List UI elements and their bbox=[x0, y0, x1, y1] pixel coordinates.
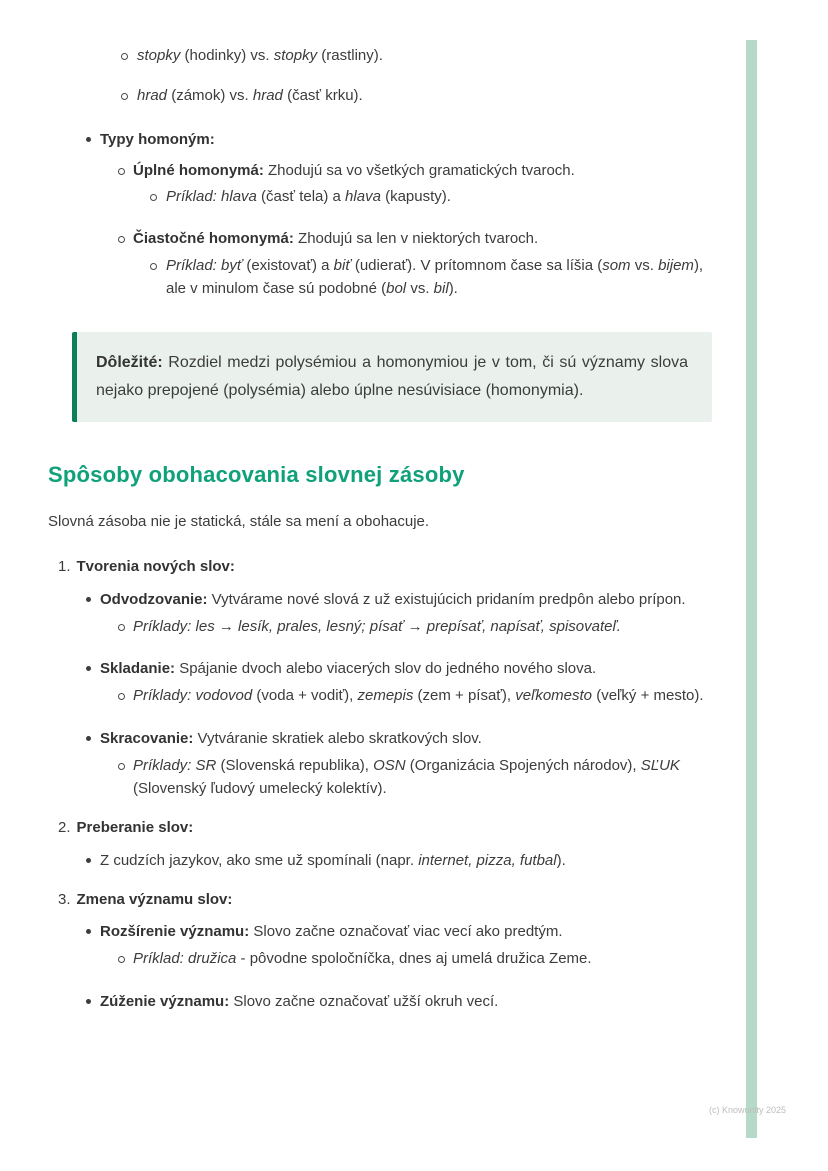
numbered-item-bullets bbox=[48, 920, 712, 1013]
example-text: Príklady: les → lesík, prales, lesný; písať → prepísať, napísať, spisovateľ. bbox=[133, 617, 621, 635]
list-item bbox=[48, 128, 712, 301]
example-list bbox=[133, 254, 712, 301]
list-item bbox=[48, 588, 712, 639]
numbered-item bbox=[48, 888, 712, 1013]
example-list bbox=[100, 947, 712, 970]
example-item bbox=[133, 254, 712, 301]
list-item-text: Typy homoným: bbox=[100, 130, 215, 148]
continued-sub-bullet-list bbox=[48, 44, 712, 108]
example-item bbox=[100, 947, 712, 970]
numbered-item-bullets bbox=[48, 849, 712, 872]
numbered-item-bullets bbox=[48, 588, 712, 801]
list-item-text: Skladanie: Spájanie dvoch alebo viacerých slov do jedného nového slova. bbox=[100, 660, 597, 678]
list-item-text: stopky (hodinky) vs. stopky (rastliny). bbox=[137, 47, 383, 64]
example-text: Príklad: hlava (časť tela) a hlava (kapusty). bbox=[166, 188, 451, 205]
item-title-text: Preberanie slov: bbox=[76, 819, 194, 837]
homonym-types-list bbox=[48, 128, 712, 301]
numbered-list bbox=[48, 555, 712, 1013]
example-text: Príklad: byť (existovať) a biť (udierať). V prítomnom čase sa líšia (som vs. bijem), ale v minulom čase sú podobné (bol vs. bil). bbox=[166, 256, 704, 297]
example-list bbox=[100, 684, 712, 707]
list-item-text: Skracovanie: Vytváranie skratiek alebo skratkových slov. bbox=[100, 729, 482, 747]
section-heading: Spôsoby obohacovania slovnej zásoby bbox=[48, 462, 465, 487]
example-list bbox=[100, 615, 712, 638]
example-text: Príklady: vodovod (voda + vodiť), zemepis (zem + písať), veľkomesto (veľký + mesto). bbox=[133, 687, 704, 705]
callout-important bbox=[72, 332, 712, 422]
list-item-text: Odvodzovanie: Vytvárame nové slová z už existujúcich pridaním predpôn alebo prípon. bbox=[100, 590, 686, 608]
list-item bbox=[100, 159, 712, 209]
item-number: 3. bbox=[58, 890, 71, 908]
list-item bbox=[48, 44, 712, 67]
numbered-item-title bbox=[58, 816, 712, 839]
list-item bbox=[48, 84, 712, 107]
numbered-item-title bbox=[58, 888, 712, 911]
example-list bbox=[133, 185, 712, 208]
numbered-item bbox=[48, 555, 712, 800]
list-item bbox=[48, 727, 712, 801]
example-list bbox=[100, 754, 712, 801]
list-item bbox=[48, 920, 712, 971]
item-title-text: Zmena významu slov: bbox=[76, 890, 233, 908]
list-item-text: Zúženie významu: Slovo začne označovať užší okruh vecí. bbox=[100, 992, 499, 1010]
list-item bbox=[48, 657, 712, 708]
list-item-text: hrad (zámok) vs. hrad (časť krku). bbox=[137, 87, 363, 105]
list-item-text: Rozšírenie významu: Slovo začne označovať viac vecí ako predtým. bbox=[100, 923, 563, 941]
page-content bbox=[48, 44, 712, 1029]
example-item bbox=[133, 185, 712, 208]
list-item-text: Z cudzích jazykov, ako sme už spomínali (napr. internet, pizza, futbal). bbox=[100, 851, 566, 869]
right-accent-stripe bbox=[746, 40, 757, 1138]
example-item bbox=[100, 615, 712, 638]
numbered-item-title bbox=[58, 555, 712, 578]
numbered-item bbox=[48, 816, 712, 872]
item-number: 1. bbox=[58, 558, 71, 576]
example-item bbox=[100, 754, 712, 801]
list-item bbox=[100, 227, 712, 300]
copyright-footer: (c) Knowunity 2025 bbox=[708, 1105, 786, 1115]
example-item bbox=[100, 684, 712, 707]
list-item-text: Čiastočné homonymá: Zhodujú sa len v niektorých tvaroch. bbox=[133, 230, 539, 248]
list-item bbox=[48, 849, 712, 872]
section-intro: Slovná zásoba nie je statická, stále sa mení a obohacuje. bbox=[48, 513, 430, 531]
homonym-types-sublist bbox=[100, 159, 712, 300]
list-item-text: Úplné homonymá: Zhodujú sa vo všetkých gramatických tvaroch. bbox=[133, 161, 575, 179]
item-number: 2. bbox=[58, 819, 71, 837]
example-text: Príklady: SR (Slovenská republika), OSN (Organizácia Spojených národov), SĽUK (Slovenský ľudový umelecký kolektív). bbox=[133, 756, 680, 798]
item-title-text: Tvorenia nových slov: bbox=[76, 558, 235, 576]
list-item bbox=[48, 990, 712, 1013]
callout-text: Dôležité: Rozdiel medzi polysémiou a homonymiou je v tom, či sú významy slova nejako prepojené (polysémia) alebo úplne nesúvisiace (homonymia). bbox=[96, 354, 688, 399]
example-text: Príklad: družica - pôvodne spoločníčka, dnes aj umelá družica Zeme. bbox=[133, 950, 592, 968]
